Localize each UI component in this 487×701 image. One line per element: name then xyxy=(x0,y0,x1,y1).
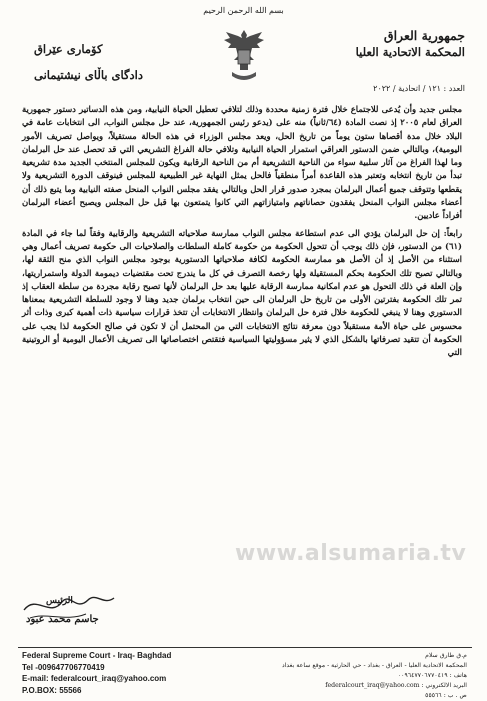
footer-address-ar: المحكمة الاتحادية العليا - العراق - بغداد - حي الحارثية - موقع ساعة بغداد xyxy=(281,662,467,669)
document-body xyxy=(22,103,462,364)
country-name-ar: جمهورية العراق xyxy=(383,28,465,43)
footer-pobox-ar: ص . ب : ٥٥٥٦٦ xyxy=(425,692,467,699)
court-name-ku: دادگای باڵای نیشتیمانی xyxy=(34,68,143,82)
header-arabic xyxy=(315,28,465,60)
signatory-title: الرئيس xyxy=(46,596,73,606)
reference-line xyxy=(361,84,465,93)
footer-note: م.ق طارق سلام xyxy=(425,652,467,659)
footer-pobox: P.O.BOX: 55566 xyxy=(22,685,82,695)
reference-number: العدد : ١٢١ / اتحادية / ٢٠٢٢ xyxy=(373,84,465,93)
footer-divider xyxy=(18,647,472,648)
footer-arabic xyxy=(217,651,467,701)
signature-block xyxy=(16,588,126,644)
footer-english xyxy=(22,650,171,696)
footer-email: E-mail: federalcourt_iraq@yahoo.com xyxy=(22,674,167,683)
watermark: www.alsumaria.tv xyxy=(235,541,467,566)
signatory-name: جاسم محمد عبود xyxy=(26,614,99,625)
paragraph-2: رابعاً: إن حل البرلمان يؤدي الى عدم استطاعة مجلس النواب ممارسة صلاحياته التشريعية والرقابية وفقاً لما جاء في المادة (٦١) من الدستور، فإن ذلك يوجب أن تتحول الحكومة من حكومة كاملة السلطات والصلاحيات الى حكومة تصريف أعمال وهي استثناء من الأصل إذ أن الأصل هو ممارسة الحكومة لكافة صلاحياتها الدستورية بوجود مجلس النواب الذي منح الثقة لها، وبالتالي تصبح تلك الحكومة بحكم المستقيلة ولها رخصة التصرف في كل ما يندرج تحت مقتضيات ديمومة الدولة واستمراريتها، وإن العلة في ذلك التحول هو عدم امكانية ممارسة الرقابة عليها بعد حل البرلمان لأنها تصبح رقابة مجردة من سلطة العقاب إذ تمر تلك الحكومة بفترتين الأولى من تاريخ حل البرلمان الى حين انتخاب برلمان جديد وهنا لا وجود للسلطة التشريعية بمعناها الدستوري وهنا لا ينبغي للحكومة خلال فترة حل البرلمان وانتظار الانتخابات أن تتخذ قرارات سياسية ذات أهمية كبرى وذات أثر محسوس على حياة الأمة مستقبلاً دون معرفة نتائج الانتخابات التي من المحتمل أن لا تكون في صالح الحكومة لذا يجب على الحكومة أن تتقيد تصرفاتها بالشكل الذي لا يثير مسؤوليتها السياسية فتقتص اختصاصاتها الى تصريف الأعمال اليومية أو الروتينية التي xyxy=(22,227,462,358)
footer-phone-ar: هاتف : ٠٠٩٦٤٧٧٠٦٧٧٠٤١٩ xyxy=(397,672,467,679)
footer-phone: Tel -009647706770419 xyxy=(22,662,105,672)
header-kurdish xyxy=(34,36,174,88)
country-name-ku: كۆماری عێراق xyxy=(34,42,103,56)
basmala: بسم الله الرحمن الرحيم xyxy=(203,6,284,15)
paragraph-1: مجلس جديد وأن يُدعى للاجتماع خلال فترة زمنية محددة وذلك لتلافي تعطيل الحياة النيابية، ومن هذه الدساتير دستور جمهورية العراق لعام ٢٠٠٥ إذ نصت المادة (٦٤/ثانياً) منه على (يدعو رئيس الجمهورية، عند حل مجلس النواب، الى انتخابات عامة في البلاد خلال مدة أقصاها ستون يوماً من تاريخ الحل، ويعد مجلس الوزراء في هذه الحالة مستقيلاً، ويواصل تصريف الأمور اليومية)، وبالتالي ضمن الدستور العراقي استمرار الحياة النيابية وتلافي حالة الفراغ التشريعي التي قد تحصل عند حل البرلمان وما لهذا الفراغ من آثار سلبية سواء من الناحية التشريعية أم من الناحية الرقابية ويكون للمجلس المنتخب الجديد مدة تشريعية تبدأ من تاريخ انتخابه وتعتبر هذه القاعدة أمراً منطقياً فالحل يمثل النهاية غير الطبيعية للمجلس فينوقف الدورة التشريعية ولا يقطعها وتتوقف جميع أعمال البرلمان بمجرد صدور قرار الحل وبالتالي يفقد مجلس النواب المنحل صفته النيابية وما يتبع ذلك أن أعضاء مجلس النواب المنحل يفقدون حصاناتهم وامتيازاتهم التي كانوا يتمتعون بها قبل حل المجلس ويصبح أعضاء البرلمان أفراداً عاديين. xyxy=(22,104,462,221)
eagle-of-saladin-icon xyxy=(222,26,266,88)
footer-court-name: Federal Supreme Court - Iraq- Baghdad xyxy=(22,651,172,660)
court-name-ar: المحكمة الاتحادية العليا xyxy=(355,45,465,59)
footer-email-ar: البريد الالكتروني : federalcourt_iraq@yahoo.com xyxy=(325,682,467,689)
